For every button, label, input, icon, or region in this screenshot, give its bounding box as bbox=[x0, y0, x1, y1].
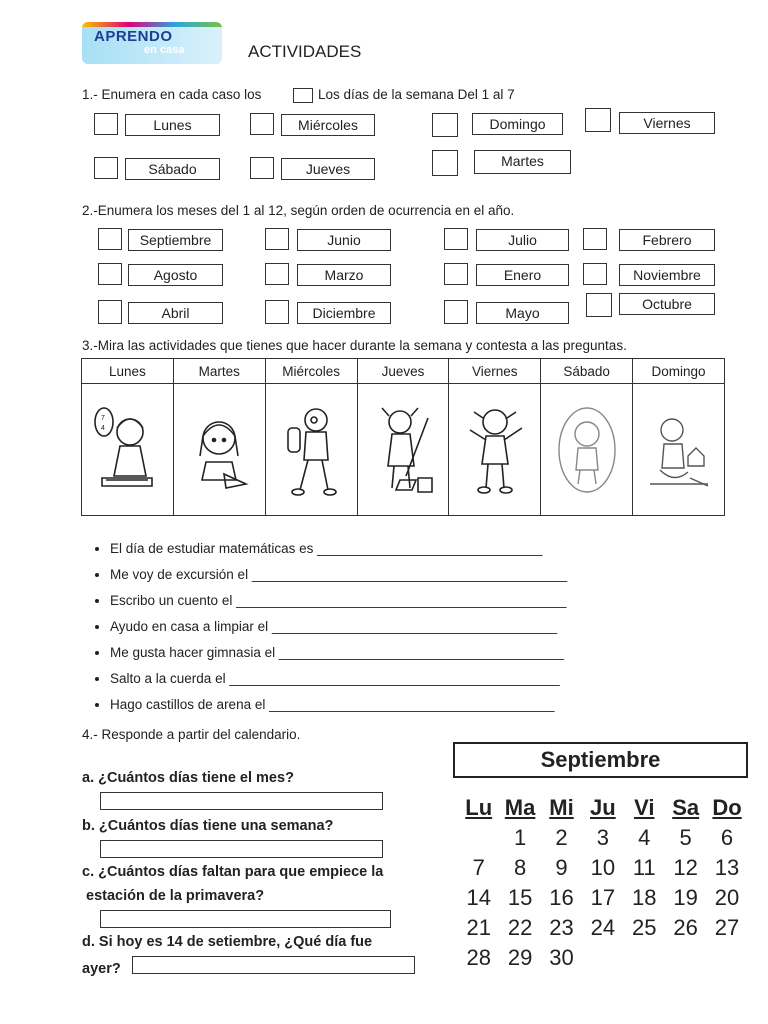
calendar-empty-cell bbox=[706, 945, 747, 975]
q3-question-4: • Ayudo en casa a limpiar el ______________________________________ bbox=[110, 618, 567, 644]
calendar-day: 2 bbox=[555, 825, 568, 850]
q2-label-3: Julio bbox=[476, 229, 569, 251]
activity-cell-viernes bbox=[449, 384, 541, 516]
calendar-day: 22 bbox=[507, 915, 533, 940]
q1-label-4: Viernes bbox=[619, 112, 715, 134]
q2-box-3[interactable] bbox=[444, 228, 468, 250]
calendar-day: 26 bbox=[673, 915, 698, 940]
sweeping-illustration bbox=[368, 400, 438, 500]
svg-text:4: 4 bbox=[101, 424, 106, 432]
calendar-weekday-ma: Ma bbox=[504, 795, 536, 820]
calendar-month-title: Septiembre bbox=[453, 742, 748, 778]
day-header-jueves: Jueves bbox=[357, 359, 449, 384]
q4-question-a: a. ¿Cuántos días tiene el mes? bbox=[82, 770, 294, 786]
q1-prompt-a: 1.- Enumera en cada caso los bbox=[82, 87, 262, 102]
calendar-day: 16 bbox=[549, 885, 574, 910]
jumping-rope-illustration bbox=[552, 400, 622, 500]
calendar-week-row bbox=[458, 825, 748, 855]
q2-label-9: Abril bbox=[128, 302, 223, 324]
hiking-illustration bbox=[276, 400, 346, 500]
q1-box-5[interactable] bbox=[94, 157, 118, 179]
q2-box-9[interactable] bbox=[98, 300, 122, 324]
q1-box-4[interactable] bbox=[585, 108, 611, 132]
q3-prompt: 3.-Mira las actividades que tienes que hacer durante la semana y contesta a las preguntas. bbox=[82, 338, 627, 353]
calendar-day: 21 bbox=[466, 915, 491, 940]
q4-question-c-line2: estación de la primavera? bbox=[86, 888, 265, 904]
q3-question-1: • El día de estudiar matemáticas es ______________________________ bbox=[110, 540, 567, 566]
q4-question-c-line1: c. ¿Cuántos días faltan para que empiece la bbox=[82, 864, 384, 880]
q1-box-2[interactable] bbox=[250, 113, 274, 135]
q4-question-d-line2: ayer? bbox=[82, 961, 121, 977]
day-header-martes: Martes bbox=[173, 359, 265, 384]
q1-inline-box bbox=[293, 88, 313, 103]
writing-illustration bbox=[184, 400, 254, 500]
q1-box-3[interactable] bbox=[432, 113, 458, 137]
calendar-grid bbox=[458, 795, 748, 975]
calendar-day: 24 bbox=[590, 915, 616, 940]
calendar-day: 11 bbox=[632, 855, 656, 880]
q2-box-10[interactable] bbox=[265, 300, 289, 324]
calendar-empty-cell bbox=[665, 945, 706, 975]
q2-label-6: Marzo bbox=[297, 264, 391, 286]
calendar-day: 30 bbox=[549, 945, 574, 970]
q3-question-5: • Me gusta hacer gimnasia el ______________________________________ bbox=[110, 644, 567, 670]
weekday-activities-table bbox=[81, 358, 725, 516]
q2-label-11: Mayo bbox=[476, 302, 569, 324]
sandcastle-illustration bbox=[644, 400, 714, 500]
calendar-week-row bbox=[458, 945, 748, 975]
q4-answer-c[interactable] bbox=[100, 910, 391, 928]
q1-label-1: Lunes bbox=[125, 114, 220, 136]
activity-cell-martes bbox=[173, 384, 265, 516]
q2-label-12: Octubre bbox=[619, 293, 715, 315]
calendar-day: 5 bbox=[679, 825, 692, 850]
day-header-lunes: Lunes bbox=[82, 359, 174, 384]
calendar-empty-cell bbox=[624, 945, 665, 975]
q4-question-b: b. ¿Cuántos días tiene una semana? bbox=[82, 818, 334, 834]
q2-box-1[interactable] bbox=[98, 228, 122, 250]
q2-box-7[interactable] bbox=[444, 263, 468, 285]
activity-cell-jueves bbox=[357, 384, 449, 516]
q3-question-3: • Escribo un cuento el ____________________________________________ bbox=[110, 592, 567, 618]
calendar-day: 14 bbox=[466, 885, 491, 910]
q4-answer-a[interactable] bbox=[100, 792, 383, 810]
logo-stripe bbox=[82, 22, 222, 27]
q1-box-1[interactable] bbox=[94, 113, 118, 135]
q1-prompt-b: Los días de la semana Del 1 al 7 bbox=[318, 87, 515, 102]
q2-box-11[interactable] bbox=[444, 300, 468, 324]
q1-box-7[interactable] bbox=[432, 150, 458, 176]
q3-question-6: • Salto a la cuerda el ____________________________________________ bbox=[110, 670, 567, 696]
calendar-weekday-sa: Sa bbox=[672, 795, 700, 820]
q2-label-4: Febrero bbox=[619, 229, 715, 251]
logo-text-1: APRENDO bbox=[94, 28, 173, 45]
calendar-weekday-lu: Lu bbox=[465, 795, 493, 820]
calendar-empty-cell bbox=[458, 825, 499, 855]
calendar-weekday-row bbox=[458, 795, 748, 825]
q2-label-1: Septiembre bbox=[128, 229, 223, 251]
q2-box-12[interactable] bbox=[586, 293, 612, 317]
q2-label-7: Enero bbox=[476, 264, 569, 286]
q1-label-3: Domingo bbox=[472, 113, 563, 135]
activity-cell-lunes bbox=[82, 384, 174, 516]
calendar-day: 9 bbox=[555, 855, 568, 880]
calendar-day: 12 bbox=[673, 855, 698, 880]
calendar-empty-cell bbox=[582, 945, 623, 975]
svg-text:7: 7 bbox=[101, 414, 106, 422]
calendar-weekday-ju: Ju bbox=[590, 795, 616, 820]
calendar-week-row bbox=[458, 855, 748, 885]
calendar-weekday-mi: Mi bbox=[549, 795, 574, 820]
calendar-day: 27 bbox=[714, 915, 740, 940]
calendar-day: 13 bbox=[714, 855, 740, 880]
q4-answer-d[interactable] bbox=[132, 956, 415, 974]
calendar-day: 25 bbox=[632, 915, 657, 940]
aprendo-en-casa-logo bbox=[82, 22, 222, 64]
activity-cell-miercoles bbox=[265, 384, 357, 516]
q2-box-4[interactable] bbox=[583, 228, 607, 250]
calendar-day: 19 bbox=[673, 885, 698, 910]
q4-answer-b[interactable] bbox=[100, 840, 383, 858]
calendar-day: 18 bbox=[632, 885, 657, 910]
q2-label-10: Diciembre bbox=[297, 302, 391, 324]
q1-label-5: Sábado bbox=[125, 158, 220, 180]
studying-math-illustration bbox=[92, 400, 162, 500]
calendar-weekday-do: Do bbox=[712, 795, 742, 820]
q3-question-list bbox=[92, 540, 567, 722]
q1-label-2: Miércoles bbox=[281, 114, 375, 136]
calendar-day: 7 bbox=[472, 855, 485, 880]
day-header-sabado: Sábado bbox=[541, 359, 633, 384]
calendar-weekday-vi: Vi bbox=[634, 795, 655, 820]
calendar-day: 28 bbox=[466, 945, 491, 970]
calendar-day: 20 bbox=[714, 885, 740, 910]
calendar-week-row bbox=[458, 915, 748, 945]
day-header-domingo: Domingo bbox=[633, 359, 725, 384]
q2-label-2: Junio bbox=[297, 229, 391, 251]
activity-cell-domingo bbox=[633, 384, 725, 516]
q1-box-6[interactable] bbox=[250, 157, 274, 179]
activity-cell-sabado bbox=[541, 384, 633, 516]
calendar-week-row bbox=[458, 885, 748, 915]
q2-box-5[interactable] bbox=[98, 263, 122, 285]
calendar-day: 23 bbox=[549, 915, 574, 940]
q1-label-7: Martes bbox=[474, 150, 571, 174]
q2-box-6[interactable] bbox=[265, 263, 289, 285]
q4-question-d-line1: d. Si hoy es 14 de setiembre, ¿Qué día fue bbox=[82, 934, 373, 950]
logo-text-2: en casa bbox=[144, 44, 185, 56]
q2-label-8: Noviembre bbox=[619, 264, 715, 286]
q4-prompt: 4.- Responde a partir del calendario. bbox=[82, 727, 301, 742]
q2-box-2[interactable] bbox=[265, 228, 289, 250]
exercising-illustration bbox=[460, 400, 530, 500]
page-title: ACTIVIDADES bbox=[248, 42, 362, 61]
calendar-day: 4 bbox=[638, 825, 651, 850]
calendar-day: 6 bbox=[720, 825, 734, 850]
calendar-day: 17 bbox=[590, 885, 616, 910]
q3-question-7: • Hago castillos de arena el ______________________________________ bbox=[110, 696, 567, 722]
day-header-miercoles: Miércoles bbox=[265, 359, 357, 384]
day-header-viernes: Viernes bbox=[449, 359, 541, 384]
q2-prompt: 2.-Enumera los meses del 1 al 12, según orden de ocurrencia en el año. bbox=[82, 203, 515, 218]
q3-question-2: • Me voy de excursión el __________________________________________ bbox=[110, 566, 567, 592]
q1-label-6: Jueves bbox=[281, 158, 375, 180]
calendar-day: 8 bbox=[513, 855, 527, 880]
calendar-day: 15 bbox=[507, 885, 533, 910]
q2-label-5: Agosto bbox=[128, 264, 223, 286]
q2-box-8[interactable] bbox=[583, 263, 607, 285]
calendar-day: 1 bbox=[513, 825, 527, 850]
calendar-day: 29 bbox=[507, 945, 533, 970]
calendar-day: 3 bbox=[596, 825, 609, 850]
calendar-day: 10 bbox=[590, 855, 616, 880]
